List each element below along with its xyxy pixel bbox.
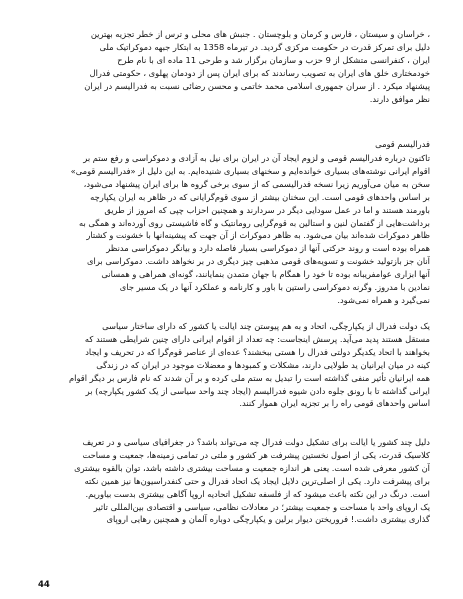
text-line: دلیل برای تمرکز قدرت در حکومت مرکزی گردید. در تیرماه 1358 به ابتکار جبهه دموکراتیک ملی — [99, 41, 430, 52]
text-line: ظاهر دموکرات شده‌اند بیان می‌شود. به ظاهر دموکرات از آن جهت که پیشینه‌انها با خشونت و کشتار — [86, 230, 430, 241]
text-line: مستقل هستند پدید می‌آید. پرسش اینجاست: چه تعداد از اقوام ایرانی دارای چنین شرایطی هستند که — [84, 333, 430, 344]
section-heading: فدرالیسم قومی — [375, 139, 430, 149]
text-line: ایرانی گذاشته تا با رونق جلوه دادن شیوه فدرالیسم (ایجاد چند واحد سیاسی از یک کشور یکپارچه) بر — [85, 385, 430, 396]
text-line: دلیل چند کشور یا ایالت برای تشکیل دولت فدرال چه می‌تواند باشد؟ در جغرافیای سیاسی و در تعریف — [82, 437, 430, 447]
text-line: ، خراسان و سیستان ، فارس و کرمان و بلوچستان . جنبش های محلی و ترس از خطر تجزیه بهترین — [90, 29, 430, 39]
text-line: است. درنگ در این نکته باعث میشود که از فلسفه تشکیل اتحادیه اروپا آگاهی بیشتری بدست بیاوریم. — [85, 488, 430, 499]
text-line: باورمند هستند و اما در عمل سودایی دیگر در سردارند و همچنین احزاب چپی که امروز از طریق — [104, 204, 430, 215]
text-line: نمادین با مدروز. وگرنه دموکراسی راستین با باور و کارنامه و عملکرد آنها در یک مسیر جای — [119, 282, 430, 293]
text-line: بر اساس واحدهای قومی است. این سخنان بیشتر از سوی قوم‌گرایانی که در ظاهر به ایران یکپارچه — [90, 191, 430, 202]
text-line: کینه در میان ایرانیان ید طولایی دارند، مشکلات و کمبودها و معضلات موجود در ایران که در زندگی — [96, 359, 430, 370]
text-line: همه ایرانیان تأثیر منفی گذاشته است را تبدیل به ستم ملی کرده و بر آن شدند که نام فارس بر دیگر اقوام — [69, 372, 430, 383]
text-line: سخن به میان می‌آوریم زیرا نسخه فدرالیسمی که از سوی برخی گروه ها برای ایران پیشنهاد می‌شود، — [83, 178, 430, 189]
text-line: اساس واحدهای قومی راه را بر تجزیه ایران هموار کنند. — [239, 398, 430, 409]
text-line: تاکنون درباره فدرالیسم قومی و لزوم ایجاد آن در ایران برای نیل به آزادی و دموکراسی و رفع ستم بر — [83, 153, 430, 163]
text-line: کلاسیک قدرت، یکی از اصول نخستین پیشرفت هر کشور و ملتی در تمامی زمینه‌ها، جمعیت و مساحت — [82, 449, 430, 460]
text-line: بخواهند با اتحاد یکدیگر دولتی فدرال را هستی ببخشند؟ عده‌ای از عناصر قوم‌گرا که در تحریف و ایجاد — [85, 346, 430, 357]
text-line: همراه بوده است و روند حرکتی آنها از دموکراسی بسیار فاصله دارد و بیانگر دموکراسی مدنظر — [106, 243, 430, 254]
text-line: گذاری بیشتری داشت.! فروریختن دیوار برلین و یکپارچگی دوباره آلمان و همچنین رهایی اروپای — [106, 514, 430, 525]
text-line: نمی‌گیرد و همراه نمی‌شود. — [337, 294, 430, 305]
text-line: یک دولت فدرال از یکپارچگی، اتحاد و به هم پیوستن چند ایالت یا کشور که دارای ساختار سیاسی — [102, 321, 430, 331]
paragraph-3 — [38, 320, 430, 410]
text-line: یک اروپای واحد با مساحت و جمعیت بیشتر؛ در معادلات نظامی، سیاسی و اقتصادی بین‌المللی تاثیر — [93, 501, 430, 512]
text-line: آنها ابزاری عوامفریبانه بوده تا خود را همگام با جهان متمدن بنمایانند، گونه‌ای همراهی و همسانی — [101, 269, 430, 280]
text-line: خودمختاری خلق های ایران به تصویب رساندند که برای ایران پس از دودمان پهلوی ، حکومتی فدرال — [89, 67, 430, 78]
text-line: برای پیشرفت دارد. یکی از اصلی‌ترین دلایل ایجاد یک اتحاد فدرال و حتی کنفدراسیون‌ها نیز همین نکته — [84, 475, 430, 486]
text-line: آن کشور معرفی شده است. یعنی هر اندازه جمعیت و مساحت بیشتری داشته باشد، توان بالقوه بیشتری — [74, 462, 430, 473]
paragraph-1 — [38, 28, 430, 105]
text-line: اقوام ایرانی نوشته‌های بسیاری خوانده‌ایم و سخنهای بسیاری شنیده‌ایم. به این دلیل از «فدرالیسم قومی» — [70, 165, 430, 176]
text-line: برداشت‌هایی از گفتمان لنین و استالین به قوم‌گرایی رومانتیک و گاه فاشیستی روی آورده‌اند و همگی به — [79, 217, 430, 228]
text-line: آنان جز بازتولید خشونت و تسویه‌های قومی مذهبی چیز دیگری در بر نخواهد داشت. دموکراسی برای — [87, 256, 430, 267]
text-line: نظر موافق دارند. — [369, 93, 430, 104]
paragraph-4 — [38, 436, 430, 526]
paragraph-2 — [38, 152, 430, 307]
text-line: ایران ، کنفرانسی متشکل از 9 حزب و سازمان برگزار شد و طرحی 11 ماده ای با نام طرح — [117, 54, 430, 65]
page-number: 44 — [38, 580, 50, 590]
text-line: پیشنهاد میکرد . از سران جمهوری اسلامی محمد خاتمی و محسن رضائی نسبت به فدرالیسم در ایران — [84, 80, 430, 91]
